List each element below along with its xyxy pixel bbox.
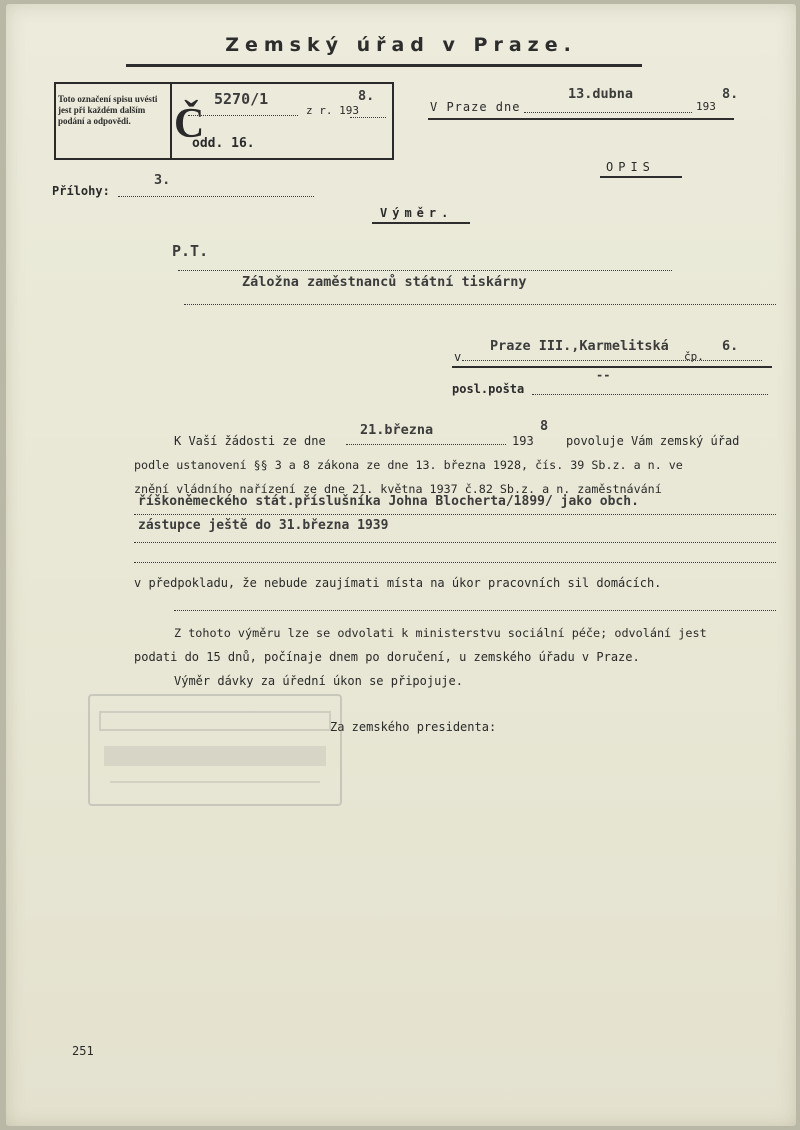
- attachments-value: 3.: [154, 172, 171, 188]
- copy-label: OPIS: [606, 160, 655, 174]
- post-dots: [532, 394, 768, 395]
- doc-type-rule: [372, 222, 470, 224]
- post-value: --: [596, 368, 611, 382]
- recipient-address: Praze III.,Karmelitská: [490, 338, 669, 354]
- body-line3: znění vládního nařízení ze dne 21. května 1937 č.82 Sb.z. a n. zaměstnávání: [134, 482, 662, 496]
- address-rule: [452, 366, 772, 368]
- letter-date: 13.dubna: [568, 86, 634, 102]
- file-note: Toto označení spisu uvésti jest při každém dalším podání a odpovědi.: [58, 94, 158, 126]
- place-label: V Praze dne: [430, 100, 521, 114]
- body-line1-suffix: povoluje Vám zemský úřad: [566, 434, 740, 448]
- post-label: posl.pošta: [452, 382, 525, 396]
- request-year-digit: 8: [540, 418, 549, 434]
- body-line2: podle ustanovení §§ 3 a 8 zákona ze dne 13. března 1928, čís. 39 Sb.z. a n. ve: [134, 458, 683, 472]
- file-reference-box: [54, 82, 394, 160]
- recipient-dots-bottom: [184, 304, 776, 305]
- typed-line1: říškoněmeckého stát.příslušníka Johna Blocherta/1899/ jako obch.: [138, 494, 639, 509]
- date-year-digit: 8.: [722, 86, 739, 102]
- request-date: 21.března: [360, 422, 434, 438]
- box-divider: [170, 84, 172, 158]
- body-line1-prefix: K Vaší žádosti ze dne: [174, 434, 326, 448]
- house-number: 6.: [722, 338, 739, 354]
- typed-line2: zástupce ještě do 31.března 1939: [138, 518, 389, 533]
- date-year-label: 193: [696, 100, 716, 113]
- show-through-text: [182, 356, 282, 366]
- blank-dots: [134, 562, 776, 563]
- recipient-name: Záložna zaměstnanců státní tiskárny: [242, 274, 527, 290]
- appeal-line2: podati do 15 dnů, počínaje dnem po doručení, u zemského úřadu v Praze.: [134, 650, 640, 664]
- address-dots: [462, 360, 762, 361]
- salutation: P.T.: [172, 242, 209, 260]
- file-number: 5270/1: [214, 90, 269, 108]
- document-type: Výměr.: [380, 206, 454, 220]
- file-number-dots: [188, 115, 298, 116]
- file-year-digit: 8.: [358, 88, 375, 104]
- file-letter: Č: [174, 101, 205, 147]
- attachments-dots: [118, 196, 314, 197]
- file-year-label: z r. 193: [306, 104, 359, 117]
- attachments-label: Přílohy:: [52, 184, 110, 198]
- condition-dots: [174, 610, 776, 611]
- address-in-label: v: [454, 350, 462, 364]
- header-rule: [126, 64, 642, 67]
- file-dept: odd. 16.: [192, 136, 255, 151]
- page-number: 251: [72, 1044, 94, 1058]
- copy-rule: [600, 176, 682, 178]
- date-rule: [428, 118, 734, 120]
- office-title: Zemský úřad v Praze.: [225, 34, 577, 56]
- signature-line: Za zemského presidenta:: [330, 720, 497, 734]
- recipient-dots-top: [178, 270, 672, 271]
- document-page: [6, 4, 796, 1126]
- file-year-dots: [350, 117, 386, 118]
- cp-label: čp.: [684, 350, 704, 363]
- faded-stamp: [88, 694, 342, 806]
- typed-dots1: [134, 514, 776, 515]
- date-dots: [524, 112, 692, 113]
- condition-line: v předpokladu, že nebude zaujímati místa na úkor pracovních sil domácích.: [134, 576, 662, 590]
- fee-line: Výměr dávky za úřední úkon se připojuje.: [174, 674, 463, 688]
- typed-dots2: [134, 542, 776, 543]
- request-year-label: 193: [512, 434, 534, 448]
- request-date-dots: [346, 444, 506, 445]
- appeal-line1: Z tohoto výměru lze se odvolati k ministerstvu sociální péče; odvolání jest: [174, 626, 707, 640]
